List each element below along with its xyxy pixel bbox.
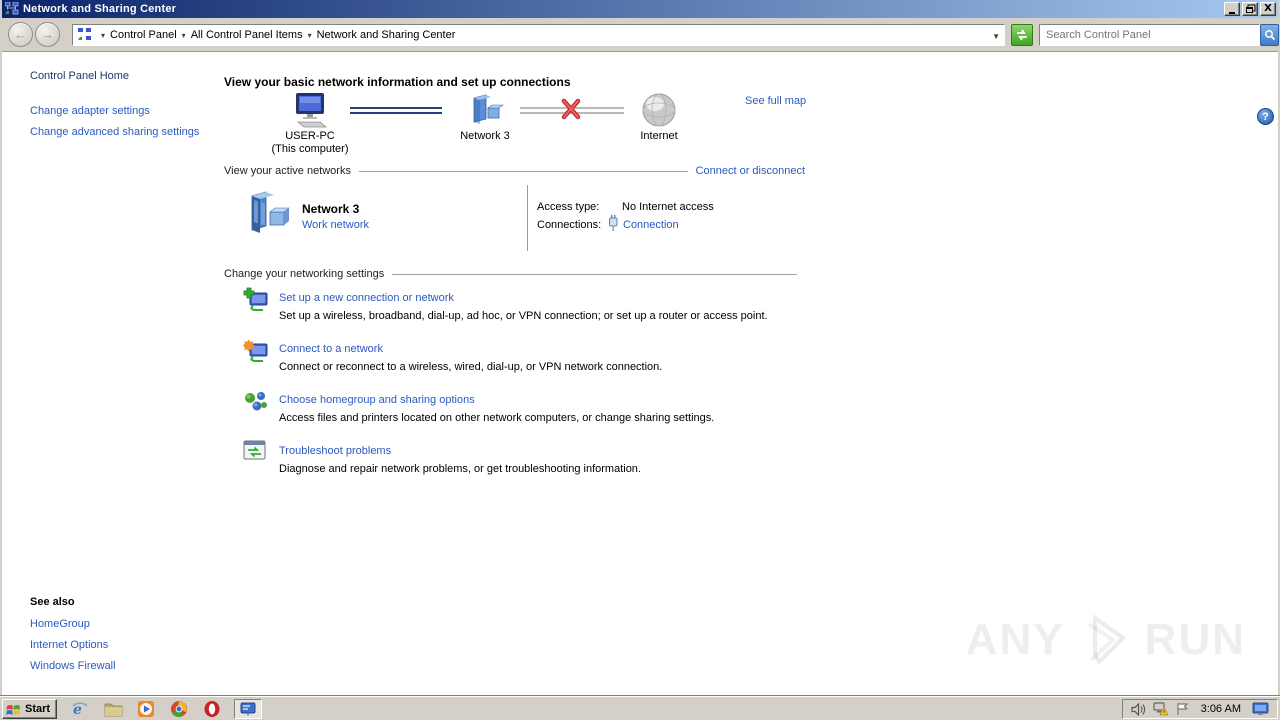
connect-to-network-desc: Connect or reconnect to a wireless, wired, dial-up, or VPN network connection. [279,361,663,373]
setup-new-connection-link[interactable]: Set up a new connection or network [279,292,454,304]
networking-settings-title: Change your networking settings [224,268,385,280]
map-pc-label: USER-PC [285,130,335,142]
sidebar-item-control-panel-home[interactable]: Control Panel Home [30,70,130,82]
connect-to-network-link[interactable]: Connect to a network [279,343,383,355]
search-box [1039,24,1260,46]
sidebar-item-homegroup[interactable]: HomeGroup [30,618,90,630]
sidebar-item-internet-options[interactable]: Internet Options [30,639,109,651]
networking-settings-section-header [224,268,805,280]
breadcrumb-control-panel[interactable]: Control Panel [110,29,177,41]
no-internet-x-icon [558,98,584,120]
help-icon[interactable]: ? [1257,108,1274,125]
address-field[interactable] [72,24,1005,46]
divider [527,185,528,251]
breadcrumb-current[interactable]: Network and Sharing Center [316,29,456,41]
see-also-heading: See also [30,596,75,608]
network-sharing-center-icon [5,2,19,16]
divider [359,171,688,172]
access-type-label: Access type: [537,201,600,213]
taskbar-clock[interactable]: 3:06 AM [1200,703,1241,715]
sidebar-item-change-adapter-settings[interactable]: Change adapter settings [30,105,150,117]
map-internet-label: Internet [640,130,678,142]
watermark-run-text: RUN [1144,615,1246,664]
setup-new-connection-desc: Set up a wireless, broadband, dial-up, ad hoc, or VPN connection; or set up a router or access point. [279,310,768,322]
map-network-label: Network 3 [460,130,510,142]
network-icon[interactable] [464,94,504,128]
media-player-icon[interactable] [136,699,156,719]
computer-icon[interactable] [290,92,330,130]
watermark-any-text: ANY [965,615,1065,664]
back-button[interactable]: ← [8,22,33,47]
taskbar [0,696,1280,720]
control-panel-icon [78,28,92,42]
breadcrumb-all-items[interactable]: All Control Panel Items [190,29,303,41]
work-network-link[interactable]: Work network [302,219,370,231]
work-network-buildings-icon [244,190,292,236]
action-center-flag-icon[interactable] [1176,702,1190,716]
active-networks-section-header [224,165,805,177]
active-networks-title: View your active networks [224,165,351,177]
troubleshoot-icon [243,440,267,462]
windows-explorer-icon[interactable] [103,699,123,719]
access-type-value: No Internet access [622,201,714,213]
search-input[interactable] [1040,25,1259,45]
close-button[interactable] [1260,2,1276,16]
homegroup-icon [243,389,269,415]
troubleshoot-problems-desc: Diagnose and repair network problems, or get troubleshooting information. [279,463,641,475]
close-icon: X [1264,3,1272,14]
sidebar-item-change-advanced-sharing[interactable]: Change advanced sharing settings [30,126,200,138]
content-area [2,52,1278,696]
address-dropdown-icon[interactable]: ▼ [992,32,1000,41]
network-center-icon [240,702,256,716]
map-pc-sublabel: (This computer) [271,143,349,155]
refresh-icon [1015,29,1029,41]
volume-icon[interactable] [1131,703,1146,716]
sidebar-item-windows-firewall[interactable]: Windows Firewall [30,660,116,672]
start-button[interactable] [2,699,57,719]
troubleshoot-problems-link[interactable]: Troubleshoot problems [279,445,392,457]
chevron-down-icon[interactable]: ▾ [101,30,106,40]
show-desktop-monitor-icon[interactable] [1252,702,1269,716]
minimize-button[interactable] [1224,2,1240,16]
search-button[interactable] [1260,24,1279,46]
search-icon [1264,29,1276,41]
connect-or-disconnect-link[interactable]: Connect or disconnect [695,165,805,177]
windows-logo-icon [6,702,22,716]
anyrun-play-icon [1069,604,1141,676]
network-link-line [350,107,442,114]
connections-label: Connections: [537,219,602,231]
opera-icon[interactable] [202,699,222,719]
forward-button[interactable]: → [35,22,60,47]
homegroup-options-desc: Access files and printers located on other network computers, or change sharing settings. [279,412,715,424]
restore-icon [1246,7,1253,13]
page-title: View your basic network information and set up connections [224,75,571,89]
chevron-down-icon[interactable]: ▾ [307,30,312,40]
anyrun-watermark [966,604,1246,676]
connect-network-icon [243,338,271,364]
connection-adapter-icon [607,215,619,231]
taskbar-active-network-center[interactable] [234,699,262,719]
system-tray [1122,699,1278,719]
network-status-warning-icon[interactable] [1153,702,1169,716]
minimize-icon [1229,12,1235,14]
homegroup-options-link[interactable]: Choose homegroup and sharing options [279,394,475,406]
chrome-icon[interactable] [169,699,189,719]
divider [392,274,797,275]
refresh-button[interactable] [1011,24,1033,46]
start-button-label: Start [25,702,51,715]
active-network-name: Network 3 [302,202,360,216]
window-title: Network and Sharing Center [23,3,177,15]
connection-link[interactable]: Connection [623,219,679,231]
new-connection-icon [243,287,271,313]
internet-globe-icon[interactable] [641,92,677,128]
svg-text:e: e [73,701,82,718]
restore-button[interactable] [1242,2,1258,16]
address-bar [2,18,1278,52]
chevron-down-icon[interactable]: ▾ [181,30,186,40]
titlebar [2,0,1278,18]
see-full-map-link[interactable]: See full map [745,95,807,107]
internet-explorer-icon[interactable] [70,699,90,719]
